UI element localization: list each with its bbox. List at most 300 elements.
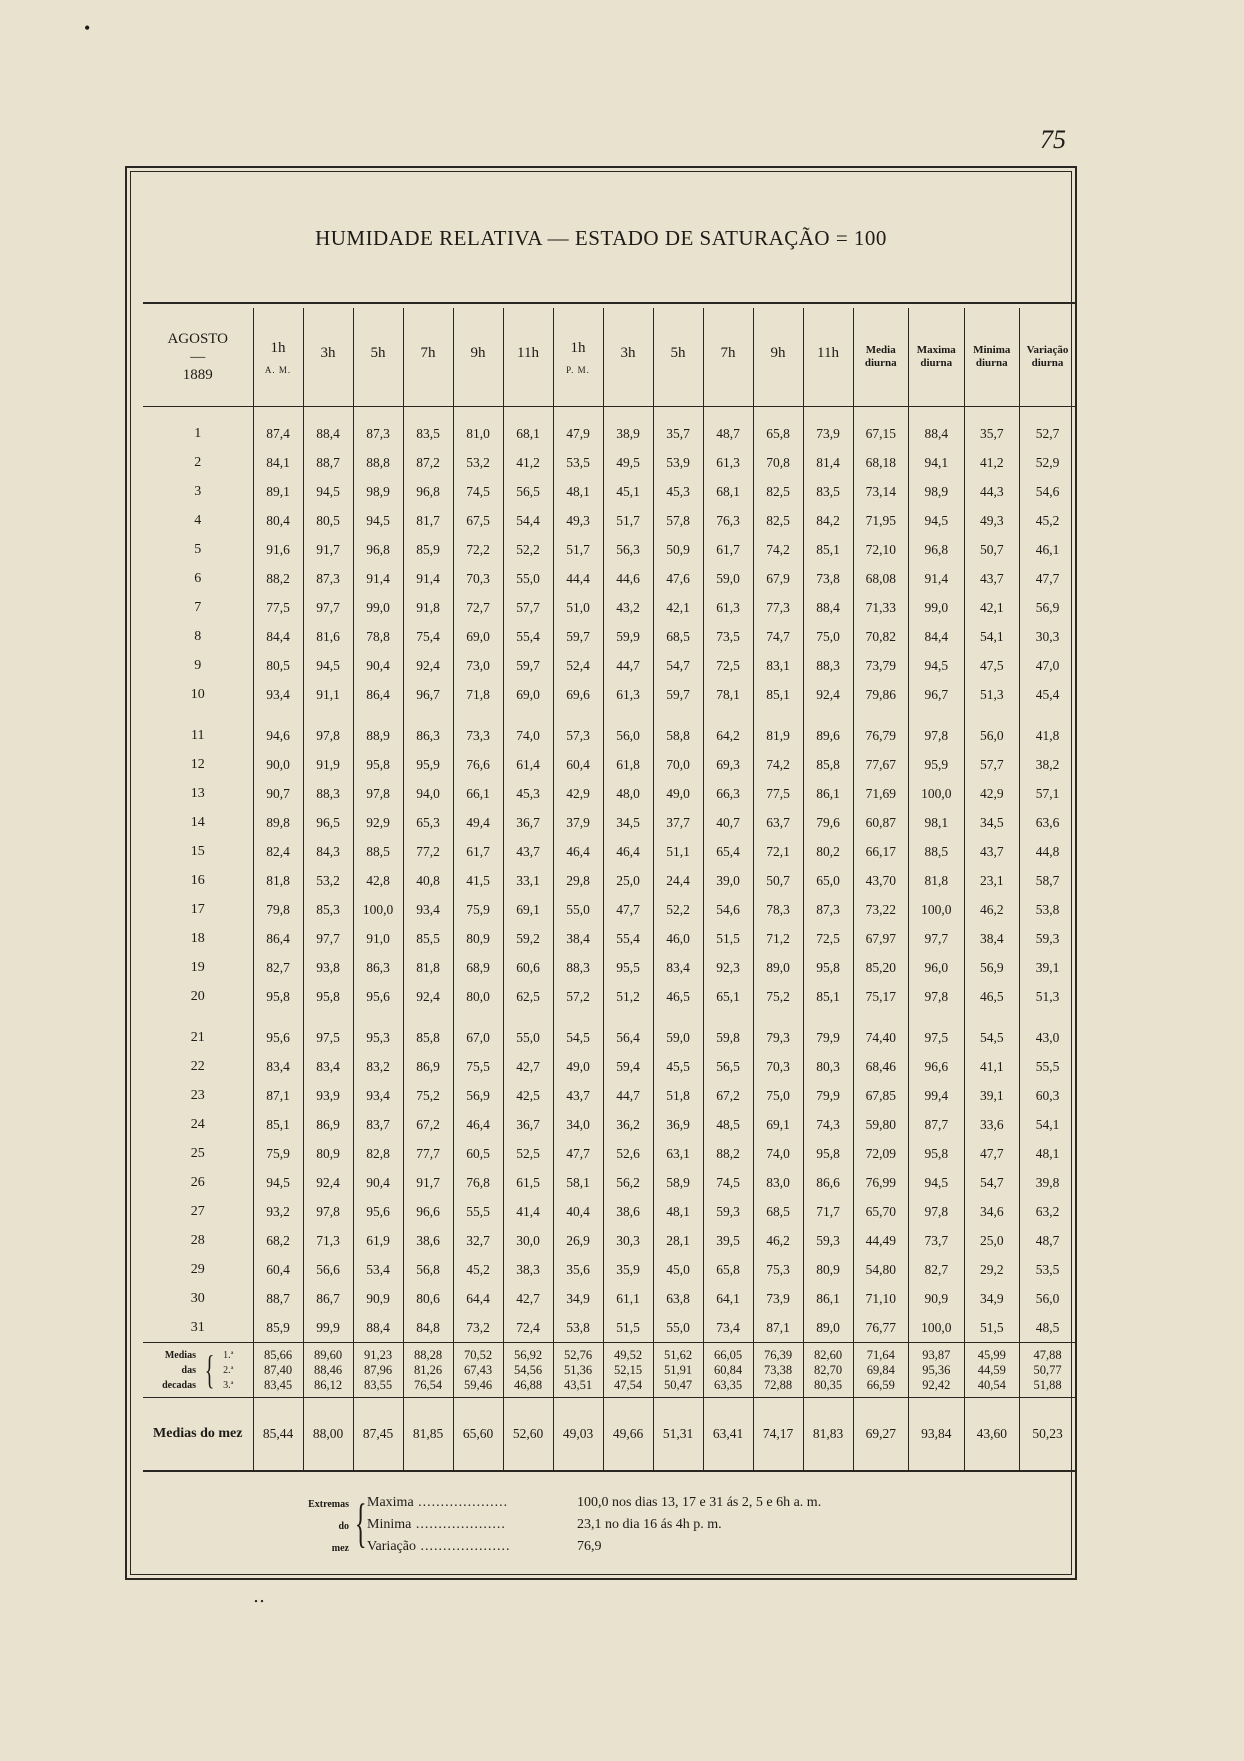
value-cell: 93,4 <box>403 895 453 924</box>
value-cell: 54,1 <box>1020 1110 1076 1139</box>
decade-ordinal: 3.ª <box>223 1379 234 1391</box>
value-cell: 95,8 <box>803 1139 853 1168</box>
value-cell: 58,1 <box>553 1168 603 1197</box>
month-label: AGOSTO <box>167 331 229 347</box>
table-row <box>143 477 1075 506</box>
value-cell: 73,0 <box>453 651 503 680</box>
value-cell: 54,5 <box>553 1023 603 1052</box>
value-cell: 80,6 <box>403 1284 453 1313</box>
table-row <box>143 1168 1075 1197</box>
value-cell: 38,3 <box>503 1255 553 1284</box>
value-cell: 83,4 <box>253 1052 303 1081</box>
table-row <box>143 448 1075 477</box>
value-cell: 81,4 <box>803 448 853 477</box>
gap-cell <box>453 1011 503 1023</box>
gap-cell <box>753 709 803 721</box>
value-cell: 95,8 <box>303 982 353 1011</box>
value-cell: 39,0 <box>703 866 753 895</box>
value-cell: 73,5 <box>703 622 753 651</box>
value-cell: 60,4 <box>253 1255 303 1284</box>
decade-value: 52,76 <box>563 1347 593 1362</box>
value-cell: 91,7 <box>403 1168 453 1197</box>
month-mean-value: 49,03 <box>553 1398 603 1472</box>
value-cell: 44,3 <box>964 477 1020 506</box>
value-cell: 86,6 <box>803 1168 853 1197</box>
hour-header <box>553 308 603 407</box>
value-cell: 85,9 <box>403 535 453 564</box>
value-cell: 60,4 <box>553 750 603 779</box>
value-cell: 59,80 <box>853 1110 909 1139</box>
value-cell: 50,7 <box>964 535 1020 564</box>
day-number: 9 <box>194 657 202 673</box>
decade-cell <box>753 1343 803 1398</box>
value-cell: 59,4 <box>603 1052 653 1081</box>
value-cell: 61,4 <box>503 750 553 779</box>
value-cell: 76,79 <box>853 721 909 750</box>
month-mean-value: 49,66 <box>603 1398 653 1472</box>
value-cell: 35,7 <box>964 419 1020 448</box>
value-cell: 72,10 <box>853 535 909 564</box>
decade-value: 87,96 <box>363 1362 393 1377</box>
value-cell: 25,0 <box>603 866 653 895</box>
decade-value: 49,52 <box>613 1347 643 1362</box>
value-cell: 87,4 <box>253 419 303 448</box>
stat-header: Minima diurna <box>964 308 1020 407</box>
value-cell: 94,5 <box>303 477 353 506</box>
value-cell: 72,4 <box>503 1313 553 1343</box>
value-cell: 74,7 <box>753 622 803 651</box>
value-cell: 79,6 <box>803 808 853 837</box>
value-cell: 25,0 <box>964 1226 1020 1255</box>
value-cell: 81,8 <box>909 866 965 895</box>
decade-value: 70,52 <box>463 1347 493 1362</box>
table-row <box>143 837 1075 866</box>
value-cell: 81,8 <box>403 953 453 982</box>
month-mean-value: 50,23 <box>1020 1398 1076 1472</box>
value-cell: 96,5 <box>303 808 353 837</box>
value-cell: 67,0 <box>453 1023 503 1052</box>
hour-label: 9h <box>470 345 486 361</box>
table-row <box>143 895 1075 924</box>
year-label: 1889 <box>182 367 213 383</box>
value-cell: 62,5 <box>503 982 553 1011</box>
value-cell: 88,3 <box>803 651 853 680</box>
gap-cell <box>303 1011 353 1023</box>
value-cell: 88,4 <box>303 419 353 448</box>
value-cell: 71,2 <box>753 924 803 953</box>
value-cell: 100,0 <box>353 895 403 924</box>
decade-word: Medias <box>164 1349 196 1361</box>
value-cell: 41,2 <box>503 448 553 477</box>
value-cell: 34,9 <box>553 1284 603 1313</box>
value-cell: 63,7 <box>753 808 803 837</box>
value-cell: 68,5 <box>753 1197 803 1226</box>
gap-cell <box>353 407 403 419</box>
value-cell: 55,4 <box>603 924 653 953</box>
value-cell: 48,1 <box>553 477 603 506</box>
value-cell: 69,1 <box>503 895 553 924</box>
value-cell: 70,3 <box>453 564 503 593</box>
value-cell: 52,7 <box>1020 419 1076 448</box>
value-cell: 41,8 <box>1020 721 1076 750</box>
decade-value: 51,36 <box>563 1362 593 1377</box>
header-row <box>143 308 1075 407</box>
day-number: 27 <box>190 1203 205 1219</box>
value-cell: 73,22 <box>853 895 909 924</box>
month-dash: — <box>190 349 206 365</box>
value-cell: 84,3 <box>303 837 353 866</box>
value-cell: 83,4 <box>653 953 703 982</box>
extremes-block <box>277 1492 821 1560</box>
value-cell: 95,9 <box>403 750 453 779</box>
value-cell: 59,3 <box>703 1197 753 1226</box>
value-cell: 96,8 <box>403 477 453 506</box>
value-cell: 51,5 <box>703 924 753 953</box>
value-cell: 53,8 <box>1020 895 1076 924</box>
value-cell: 87,7 <box>909 1110 965 1139</box>
value-cell: 81,0 <box>453 419 503 448</box>
decade-value: 50,77 <box>1033 1362 1062 1377</box>
decade-value: 56,92 <box>513 1347 543 1362</box>
decade-value: 47,54 <box>613 1377 643 1392</box>
day-number: 12 <box>190 756 205 772</box>
table-row <box>143 1052 1075 1081</box>
value-cell: 42,7 <box>503 1052 553 1081</box>
value-cell: 78,3 <box>753 895 803 924</box>
value-cell: 96,0 <box>909 953 965 982</box>
gap-cell <box>503 709 553 721</box>
value-cell: 89,6 <box>803 721 853 750</box>
day-number: 21 <box>190 1029 205 1045</box>
value-cell: 52,2 <box>653 895 703 924</box>
value-cell: 61,9 <box>353 1226 403 1255</box>
hour-label: 5h <box>670 345 686 361</box>
value-cell: 97,8 <box>909 721 965 750</box>
value-cell: 77,2 <box>403 837 453 866</box>
decade-value: 66,05 <box>713 1347 743 1362</box>
value-cell: 89,8 <box>253 808 303 837</box>
decade-cell <box>253 1343 303 1398</box>
value-cell: 86,1 <box>803 779 853 808</box>
extremes-word: do <box>338 1521 349 1532</box>
hour-label: 3h <box>320 345 336 361</box>
value-cell: 84,2 <box>803 506 853 535</box>
month-mean-value: 93,84 <box>909 1398 965 1472</box>
value-cell: 45,0 <box>653 1255 703 1284</box>
value-cell: 38,6 <box>603 1197 653 1226</box>
value-cell: 88,8 <box>353 448 403 477</box>
value-cell: 78,1 <box>703 680 753 709</box>
value-cell: 65,3 <box>403 808 453 837</box>
value-cell: 93,8 <box>303 953 353 982</box>
stat-header: Media diurna <box>853 308 909 407</box>
value-cell: 45,2 <box>453 1255 503 1284</box>
table-title: HUMIDADE RELATIVA — ESTADO DE SATURAÇÃO = 100 <box>315 226 887 250</box>
decade-gap <box>143 709 1075 721</box>
value-cell: 75,2 <box>753 982 803 1011</box>
value-cell: 53,9 <box>653 448 703 477</box>
value-cell: 34,0 <box>553 1110 603 1139</box>
value-cell: 94,5 <box>909 506 965 535</box>
value-cell: 73,14 <box>853 477 909 506</box>
decade-value: 40,54 <box>977 1377 1006 1392</box>
value-cell: 94,5 <box>909 651 965 680</box>
value-cell: 59,2 <box>503 924 553 953</box>
value-cell: 24,4 <box>653 866 703 895</box>
value-cell: 94,5 <box>909 1168 965 1197</box>
value-cell: 97,8 <box>909 982 965 1011</box>
value-cell: 86,3 <box>403 721 453 750</box>
extreme-value: 76,9 <box>577 1539 602 1554</box>
value-cell: 48,7 <box>1020 1226 1076 1255</box>
title-rule <box>143 302 1075 304</box>
value-cell: 68,1 <box>703 477 753 506</box>
value-cell: 65,70 <box>853 1197 909 1226</box>
decade-ordinal: 1.ª <box>223 1349 234 1361</box>
value-cell: 54,4 <box>503 506 553 535</box>
value-cell: 54,6 <box>1020 477 1076 506</box>
value-cell: 80,5 <box>253 651 303 680</box>
value-cell: 42,1 <box>964 593 1020 622</box>
hour-header <box>803 308 853 407</box>
value-cell: 57,7 <box>503 593 553 622</box>
value-cell: 74,5 <box>703 1168 753 1197</box>
value-cell: 29,2 <box>964 1255 1020 1284</box>
day-number: 25 <box>190 1145 205 1161</box>
value-cell: 83,2 <box>353 1052 403 1081</box>
value-cell: 71,3 <box>303 1226 353 1255</box>
decade-means-row <box>143 1343 1075 1398</box>
value-cell: 90,9 <box>909 1284 965 1313</box>
value-cell: 85,8 <box>803 750 853 779</box>
value-cell: 95,6 <box>353 982 403 1011</box>
value-cell: 48,0 <box>603 779 653 808</box>
value-cell: 96,7 <box>403 680 453 709</box>
decade-value: 59,46 <box>463 1377 493 1392</box>
value-cell: 75,9 <box>253 1139 303 1168</box>
value-cell: 90,9 <box>353 1284 403 1313</box>
hour-label: 11h <box>517 345 539 361</box>
value-cell: 36,7 <box>503 808 553 837</box>
month-mean-value: 51,31 <box>653 1398 703 1472</box>
value-cell: 82,7 <box>909 1255 965 1284</box>
value-cell: 82,5 <box>753 506 803 535</box>
value-cell: 79,9 <box>803 1081 853 1110</box>
gap-cell <box>753 407 803 419</box>
value-cell: 56,9 <box>964 953 1020 982</box>
value-cell: 43,2 <box>603 593 653 622</box>
value-cell: 88,5 <box>353 837 403 866</box>
value-cell: 49,5 <box>603 448 653 477</box>
value-cell: 97,5 <box>303 1023 353 1052</box>
value-cell: 74,5 <box>453 477 503 506</box>
gap-cell <box>803 407 853 419</box>
day-number: 26 <box>190 1174 205 1190</box>
decade-value: 54,56 <box>513 1362 543 1377</box>
value-cell: 65,8 <box>703 1255 753 1284</box>
gap-cell <box>1020 1011 1076 1023</box>
gap-cell <box>653 407 703 419</box>
value-cell: 56,9 <box>1020 593 1076 622</box>
value-cell: 72,7 <box>453 593 503 622</box>
value-cell: 70,0 <box>653 750 703 779</box>
value-cell: 51,0 <box>553 593 603 622</box>
value-cell: 48,7 <box>703 419 753 448</box>
value-cell: 72,09 <box>853 1139 909 1168</box>
decade-value: 73,38 <box>763 1362 793 1377</box>
value-cell: 66,1 <box>453 779 503 808</box>
hour-label: 7h <box>420 345 436 361</box>
value-cell: 86,1 <box>803 1284 853 1313</box>
gap-cell <box>853 1011 909 1023</box>
value-cell: 39,8 <box>1020 1168 1076 1197</box>
value-cell: 73,3 <box>453 721 503 750</box>
value-cell: 47,7 <box>964 1139 1020 1168</box>
value-cell: 72,2 <box>453 535 503 564</box>
value-cell: 84,4 <box>909 622 965 651</box>
value-cell: 74,3 <box>803 1110 853 1139</box>
value-cell: 79,86 <box>853 680 909 709</box>
value-cell: 67,2 <box>403 1110 453 1139</box>
value-cell: 87,3 <box>303 564 353 593</box>
value-cell: 95,9 <box>909 750 965 779</box>
value-cell: 46,2 <box>753 1226 803 1255</box>
value-cell: 48,5 <box>703 1110 753 1139</box>
value-cell: 76,77 <box>853 1313 909 1343</box>
month-mean-value: 85,44 <box>253 1398 303 1472</box>
value-cell: 54,7 <box>653 651 703 680</box>
value-cell: 97,5 <box>909 1023 965 1052</box>
hour-header <box>753 308 803 407</box>
value-cell: 85,8 <box>403 1023 453 1052</box>
value-cell: 87,3 <box>353 419 403 448</box>
value-cell: 86,4 <box>253 924 303 953</box>
value-cell: 81,8 <box>253 866 303 895</box>
decade-gap <box>143 1011 1075 1023</box>
decade-value: 51,62 <box>663 1347 693 1362</box>
extreme-value: 100,0 nos dias 13, 17 e 31 ás 2, 5 e 6h a. m. <box>577 1495 822 1510</box>
value-cell: 54,6 <box>703 895 753 924</box>
gap-cell <box>853 709 909 721</box>
table-row <box>143 721 1075 750</box>
value-cell: 99,9 <box>303 1313 353 1343</box>
value-cell: 91,4 <box>909 564 965 593</box>
decade-value: 93,87 <box>922 1347 951 1362</box>
value-cell: 71,69 <box>853 779 909 808</box>
value-cell: 80,4 <box>253 506 303 535</box>
value-cell: 84,1 <box>253 448 303 477</box>
value-cell: 91,0 <box>353 924 403 953</box>
value-cell: 46,4 <box>603 837 653 866</box>
value-cell: 47,7 <box>1020 564 1076 593</box>
value-cell: 82,5 <box>753 477 803 506</box>
value-cell: 90,4 <box>353 1168 403 1197</box>
value-cell: 87,1 <box>753 1313 803 1343</box>
decade-cell <box>703 1343 753 1398</box>
value-cell: 77,67 <box>853 750 909 779</box>
value-cell: 57,3 <box>553 721 603 750</box>
value-cell: 88,3 <box>553 953 603 982</box>
value-cell: 51,2 <box>603 982 653 1011</box>
value-cell: 89,0 <box>753 953 803 982</box>
day-number: 19 <box>190 959 205 975</box>
value-cell: 43,0 <box>1020 1023 1076 1052</box>
value-cell: 61,3 <box>703 593 753 622</box>
decade-value: 52,15 <box>613 1362 643 1377</box>
table-row <box>143 779 1075 808</box>
value-cell: 77,3 <box>753 593 803 622</box>
value-cell: 44,7 <box>603 651 653 680</box>
value-cell: 68,08 <box>853 564 909 593</box>
value-cell: 56,0 <box>964 721 1020 750</box>
value-cell: 56,6 <box>303 1255 353 1284</box>
value-cell: 46,5 <box>964 982 1020 1011</box>
decade-value: 47,88 <box>1033 1347 1062 1362</box>
value-cell: 46,2 <box>964 895 1020 924</box>
gap-cell <box>803 1011 853 1023</box>
value-cell: 41,5 <box>453 866 503 895</box>
hour-label: 1h <box>270 339 286 356</box>
value-cell: 74,40 <box>853 1023 909 1052</box>
value-cell: 86,4 <box>353 680 403 709</box>
value-cell: 83,0 <box>753 1168 803 1197</box>
value-cell: 58,9 <box>653 1168 703 1197</box>
gap-cell <box>909 407 965 419</box>
page-speck: ‥ <box>253 1586 266 1606</box>
decade-value: 66,59 <box>866 1377 895 1392</box>
value-cell: 80,3 <box>803 1052 853 1081</box>
gap-cell <box>143 1011 253 1023</box>
value-cell: 46,1 <box>1020 535 1076 564</box>
day-number: 24 <box>190 1116 205 1132</box>
hour-label: 1h <box>570 339 586 356</box>
value-cell: 50,7 <box>753 866 803 895</box>
value-cell: 88,7 <box>253 1284 303 1313</box>
value-cell: 88,2 <box>253 564 303 593</box>
hour-header <box>703 308 753 407</box>
value-cell: 59,3 <box>803 1226 853 1255</box>
gap-cell <box>553 709 603 721</box>
value-cell: 56,9 <box>453 1081 503 1110</box>
value-cell: 86,7 <box>303 1284 353 1313</box>
value-cell: 51,3 <box>964 680 1020 709</box>
value-cell: 28,1 <box>653 1226 703 1255</box>
value-cell: 23,1 <box>964 866 1020 895</box>
gap-cell <box>403 407 453 419</box>
hour-period: P. M. <box>566 364 590 375</box>
value-cell: 91,4 <box>403 564 453 593</box>
value-cell: 72,5 <box>703 651 753 680</box>
value-cell: 96,7 <box>909 680 965 709</box>
value-cell: 68,9 <box>453 953 503 982</box>
value-cell: 43,70 <box>853 866 909 895</box>
value-cell: 79,9 <box>803 1023 853 1052</box>
gap-cell <box>753 1011 803 1023</box>
brace-glyph: { <box>354 1493 367 1553</box>
table-row <box>143 1081 1075 1110</box>
value-cell: 61,3 <box>603 680 653 709</box>
decade-cell <box>503 1343 553 1398</box>
value-cell: 87,1 <box>253 1081 303 1110</box>
value-cell: 51,5 <box>964 1313 1020 1343</box>
value-cell: 53,2 <box>453 448 503 477</box>
decade-value: 83,55 <box>363 1377 393 1392</box>
decade-value: 51,88 <box>1033 1377 1062 1392</box>
value-cell: 43,7 <box>964 564 1020 593</box>
value-cell: 89,0 <box>803 1313 853 1343</box>
hour-label: 9h <box>770 345 786 361</box>
value-cell: 90,4 <box>353 651 403 680</box>
